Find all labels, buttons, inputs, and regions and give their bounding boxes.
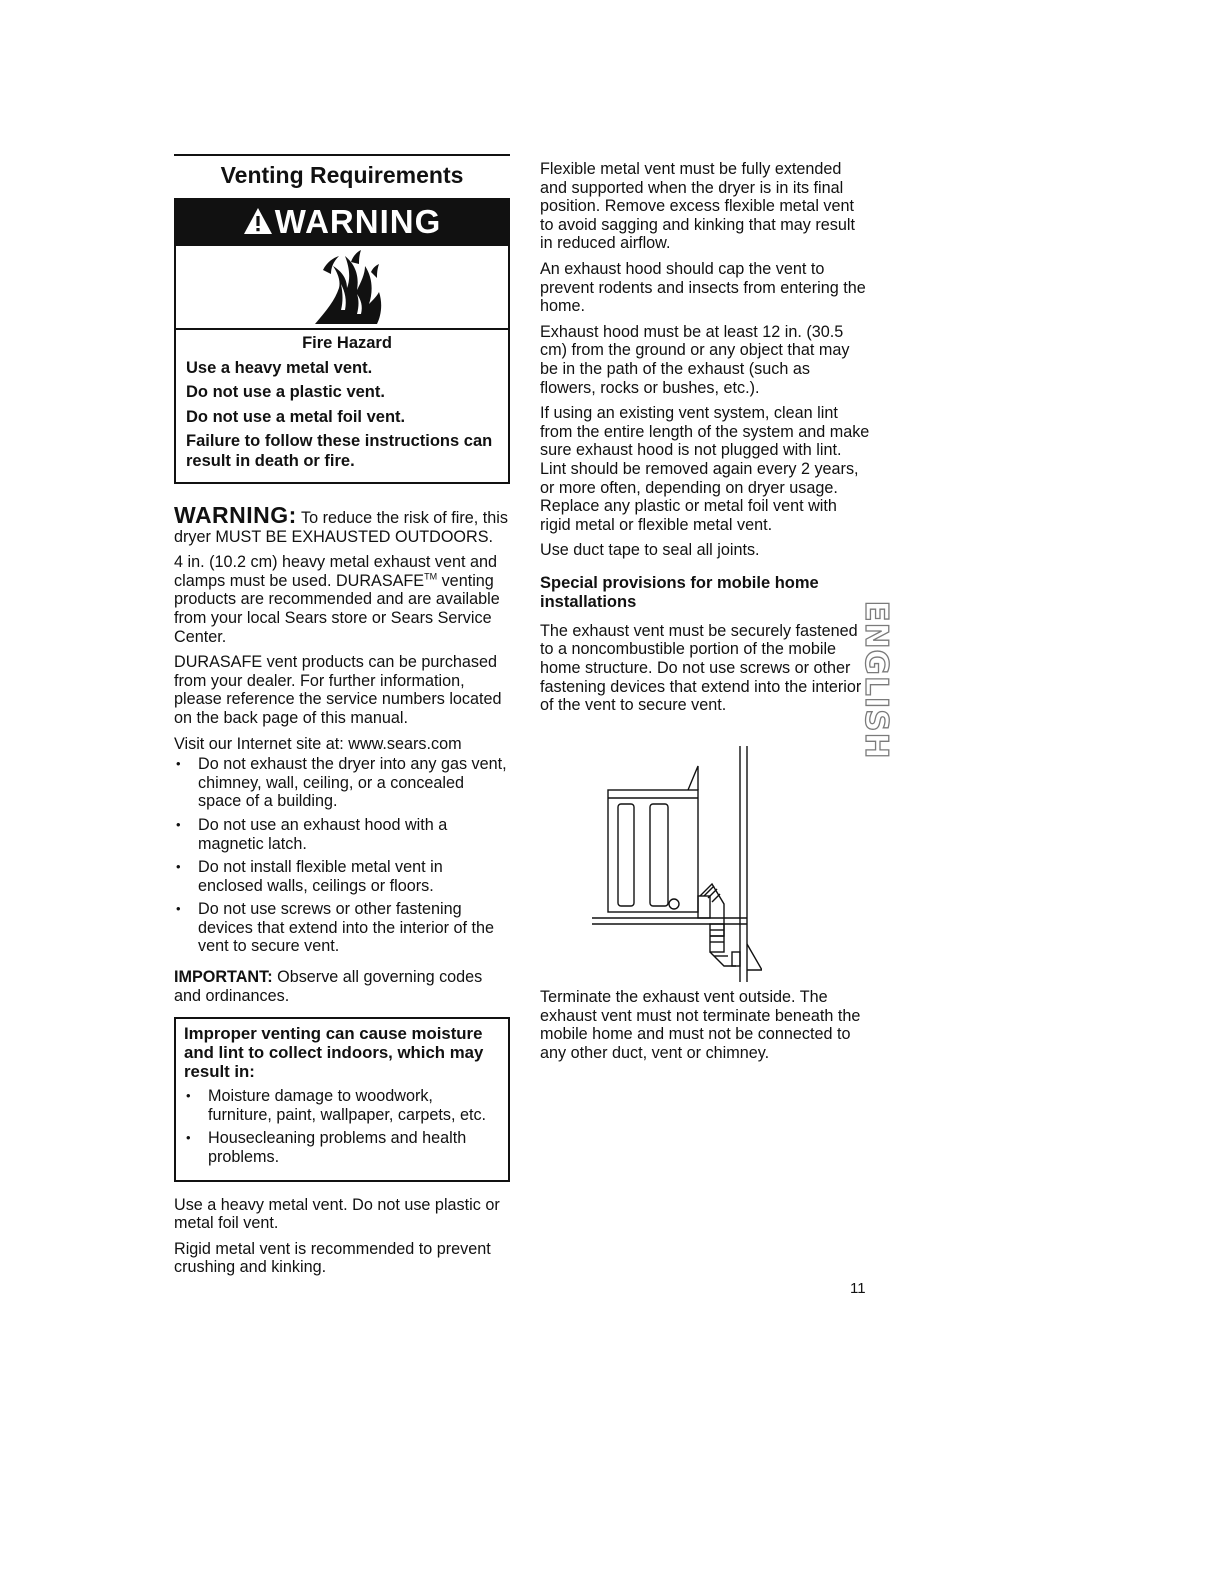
exhaust-warning [174,502,510,546]
mobile-home-paragraph: The exhaust vent must be securely fastened to a noncombustible portion of the mobile home structure. Do not use screws or other fastening devices that extend into the interior of the vent to secure vent. [540,621,862,715]
mobile-home-vent-diagram [592,746,762,986]
durasafe-paragraph: DURASAFE vent products can be purchased from your dealer. For further information, please reference the service numbers located on the back page of this manual. [174,653,502,727]
warning-body [176,330,508,482]
improper-venting-list [184,1087,500,1166]
list-item: • Do not exhaust the dryer into any gas vent, chimney, wall, ceiling, or a concealed space of a building. [174,755,510,811]
left-column [174,154,510,1284]
vent-size-text-cont: venting products are recommended and are available from your local Sears store or Sears Service Center. [174,571,500,646]
list-item: • Do not use an exhaust hood with a magnetic latch. [174,816,510,853]
important-text: Observe all governing codes and ordinances. [174,968,483,1005]
warning-line: Use a heavy metal vent. [186,358,373,377]
list-item: • Moisture damage to woodwork, furniture, paint, wallpaper, carpets, etc. [184,1087,500,1124]
improper-venting-box [174,1017,510,1181]
hazard-title: Fire Hazard [302,334,392,352]
top-rule [174,154,510,156]
language-tab-label: ENGLISH [858,600,894,760]
rigid-vent-paragraph: Rigid metal vent is recommended to prevent crushing and kinking. [174,1239,491,1277]
improper-venting-heading: Improper venting can cause moisture and lint to collect indoors, which may result in: [184,1024,484,1082]
section-title: Venting Requirements [220,162,464,188]
warning-banner [176,200,508,246]
flexible-vent-paragraph: Flexible metal vent must be fully extended and supported when the dryer is in its final position. Remove excess flexible metal vent to avoid sagging and kinking that may result in reduced airflow. [540,160,855,253]
warning-triangle-icon [243,202,273,246]
warning-text: To reduce the risk of fire, this dryer MUST BE EXHAUSTED OUTDOORS. [174,509,508,546]
fire-icon [287,248,397,326]
warning-lead: WARNING: [174,502,297,528]
important-lead: IMPORTANT: [174,968,273,987]
heavy-vent-paragraph: Use a heavy metal vent. Do not use plastic or metal foil vent. [174,1195,500,1233]
warning-banner-label: WARNING [274,203,442,240]
warning-line: Do not use a metal foil vent. [186,407,406,426]
warning-line: Failure to follow these instructions can result in death or fire. [186,432,493,470]
hood-height-paragraph: Exhaust hood must be at least 12 in. (30.5 cm) from the ground or any object that may be in the path of the exhaust (such as flowers, rocks or bushes, etc.). [540,322,850,397]
fire-warning-box [174,198,510,484]
exhaust-hood-paragraph: An exhaust hood should cap the vent to prevent rodents and insects from entering the home. [540,259,866,316]
vent-size-text: 4 in. (10.2 cm) heavy metal exhaust vent and clamps must be used. DURASAFE [174,553,498,590]
trademark: TM [424,571,438,582]
list-item: • Housecleaning problems and health problems. [184,1129,500,1166]
visit-paragraph: Visit our Internet site at: www.sears.com [174,734,462,753]
warning-line: Do not use a plastic vent. [186,383,385,401]
fire-area [176,246,508,330]
venting-bullets [174,755,510,956]
language-tab [846,600,906,760]
list-item: • Do not use screws or other fastening devices that extend into the interior of the vent to secure vent. [174,900,510,956]
existing-vent-paragraph: If using an existing vent system, clean lint from the entire length of the system and make sure exhaust hood is not plugged with lint. Lint should be removed again every 2 years, or more often, depending on dryer usage. Replace any plastic or metal foil vent with rigid metal or flexible metal vent. [540,404,870,534]
list-item: • Do not install flexible metal vent in enclosed walls, ceilings or floors. [174,858,510,895]
important-paragraph [174,968,510,1005]
duct-tape-paragraph: Use duct tape to seal all joints. [540,541,760,560]
page-number: 11 [850,1280,866,1297]
mobile-home-heading: Special provisions for mobile home installations [540,573,819,611]
terminate-paragraph: Terminate the exhaust vent outside. The exhaust vent must not terminate beneath the mobile home and must not be connected to any other duct, vent or chimney. [540,988,861,1062]
vent-size-paragraph [174,553,510,646]
right-column [540,160,870,722]
